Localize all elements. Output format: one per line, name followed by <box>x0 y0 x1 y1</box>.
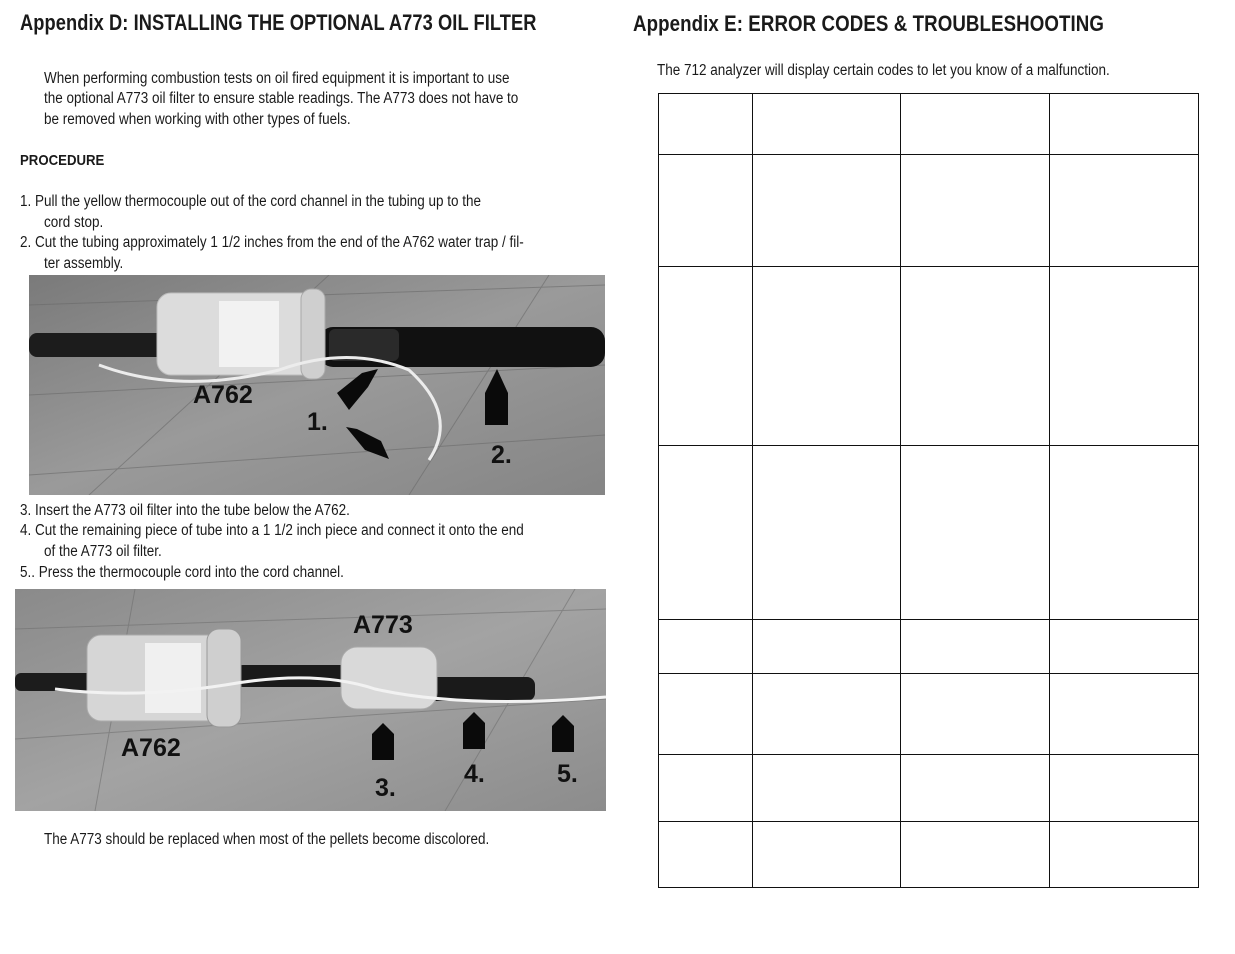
table-cell <box>659 155 753 267</box>
table-row <box>659 155 1199 267</box>
table-row <box>659 822 1199 888</box>
table-row <box>659 620 1199 674</box>
table-cell <box>659 674 753 755</box>
photo-installed-filter-illustration <box>15 589 606 811</box>
table-cell <box>1050 822 1199 888</box>
label-a773: A773 <box>353 611 413 639</box>
table-cell <box>1050 155 1199 267</box>
table-cell <box>753 620 901 674</box>
photo-cut-tubing <box>29 275 605 495</box>
step-line: 3. Insert the A773 oil filter into the tube below the A762. <box>20 502 350 519</box>
step-line: 4. Cut the remaining piece of tube into a 1 1/2 inch piece and connect it onto the end <box>20 522 524 539</box>
table-row <box>659 674 1199 755</box>
marker-4: 4. <box>464 760 485 788</box>
table-cell <box>901 155 1050 267</box>
table-cell <box>901 267 1050 446</box>
marker-3: 3. <box>375 774 396 802</box>
intro-line: When performing combustion tests on oil fired equipment it is important to use <box>44 70 510 87</box>
table-cell <box>659 755 753 822</box>
table-cell <box>659 267 753 446</box>
table-cell <box>901 446 1050 620</box>
photo-cut-tubing-illustration <box>29 275 605 495</box>
label-a762: A762 <box>121 734 181 762</box>
table-cell <box>753 155 901 267</box>
table-cell <box>753 446 901 620</box>
marker-2: 2. <box>491 441 512 469</box>
table-cell <box>901 94 1050 155</box>
table-cell <box>659 822 753 888</box>
procedure-heading: PROCEDURE <box>20 152 105 169</box>
table-cell <box>901 620 1050 674</box>
intro-line: be removed when working with other types of fuels. <box>44 111 351 128</box>
table-cell <box>1050 94 1199 155</box>
intro-line: the optional A773 oil filter to ensure stable readings. The A773 does not have to <box>44 90 519 107</box>
step-line: of the A773 oil filter. <box>44 543 162 560</box>
table-cell <box>753 755 901 822</box>
table-cell <box>659 620 753 674</box>
step-line: cord stop. <box>44 214 104 231</box>
table-row <box>659 94 1199 155</box>
table-cell <box>753 822 901 888</box>
table-cell <box>753 674 901 755</box>
photo-installed-filter <box>15 589 606 811</box>
marker-1: 1. <box>307 408 328 436</box>
marker-5: 5. <box>557 760 578 788</box>
table-cell <box>1050 267 1199 446</box>
table-cell <box>753 267 901 446</box>
appendix-e-title: Appendix E: ERROR CODES & TROUBLESHOOTING <box>633 11 1105 36</box>
table-cell <box>901 674 1050 755</box>
replacement-note: The A773 should be replaced when most of the pellets become discolored. <box>44 831 490 848</box>
table-cell <box>901 822 1050 888</box>
table-row <box>659 267 1199 446</box>
table-cell <box>1050 446 1199 620</box>
appendix-d-title: Appendix D: INSTALLING THE OPTIONAL A773 OIL FILTER <box>20 10 537 35</box>
table-cell <box>1050 620 1199 674</box>
step-line: 5.. Press the thermocouple cord into the cord channel. <box>20 564 344 581</box>
step-line: 1. Pull the yellow thermocouple out of the cord channel in the tubing up to the <box>20 193 482 210</box>
label-a762: A762 <box>193 381 253 409</box>
table-cell <box>1050 674 1199 755</box>
table-cell <box>753 94 901 155</box>
table-cell <box>659 94 753 155</box>
appendix-e-intro: The 712 analyzer will display certain codes to let you know of a malfunction. <box>657 62 1110 79</box>
step-line: 2. Cut the tubing approximately 1 1/2 inches from the end of the A762 water trap / fil- <box>20 234 524 251</box>
table-cell <box>901 755 1050 822</box>
table-row <box>659 446 1199 620</box>
error-codes-table <box>658 93 1199 888</box>
step-line: ter assembly. <box>44 255 124 272</box>
table-cell <box>1050 755 1199 822</box>
table-cell <box>659 446 753 620</box>
table-row <box>659 755 1199 822</box>
